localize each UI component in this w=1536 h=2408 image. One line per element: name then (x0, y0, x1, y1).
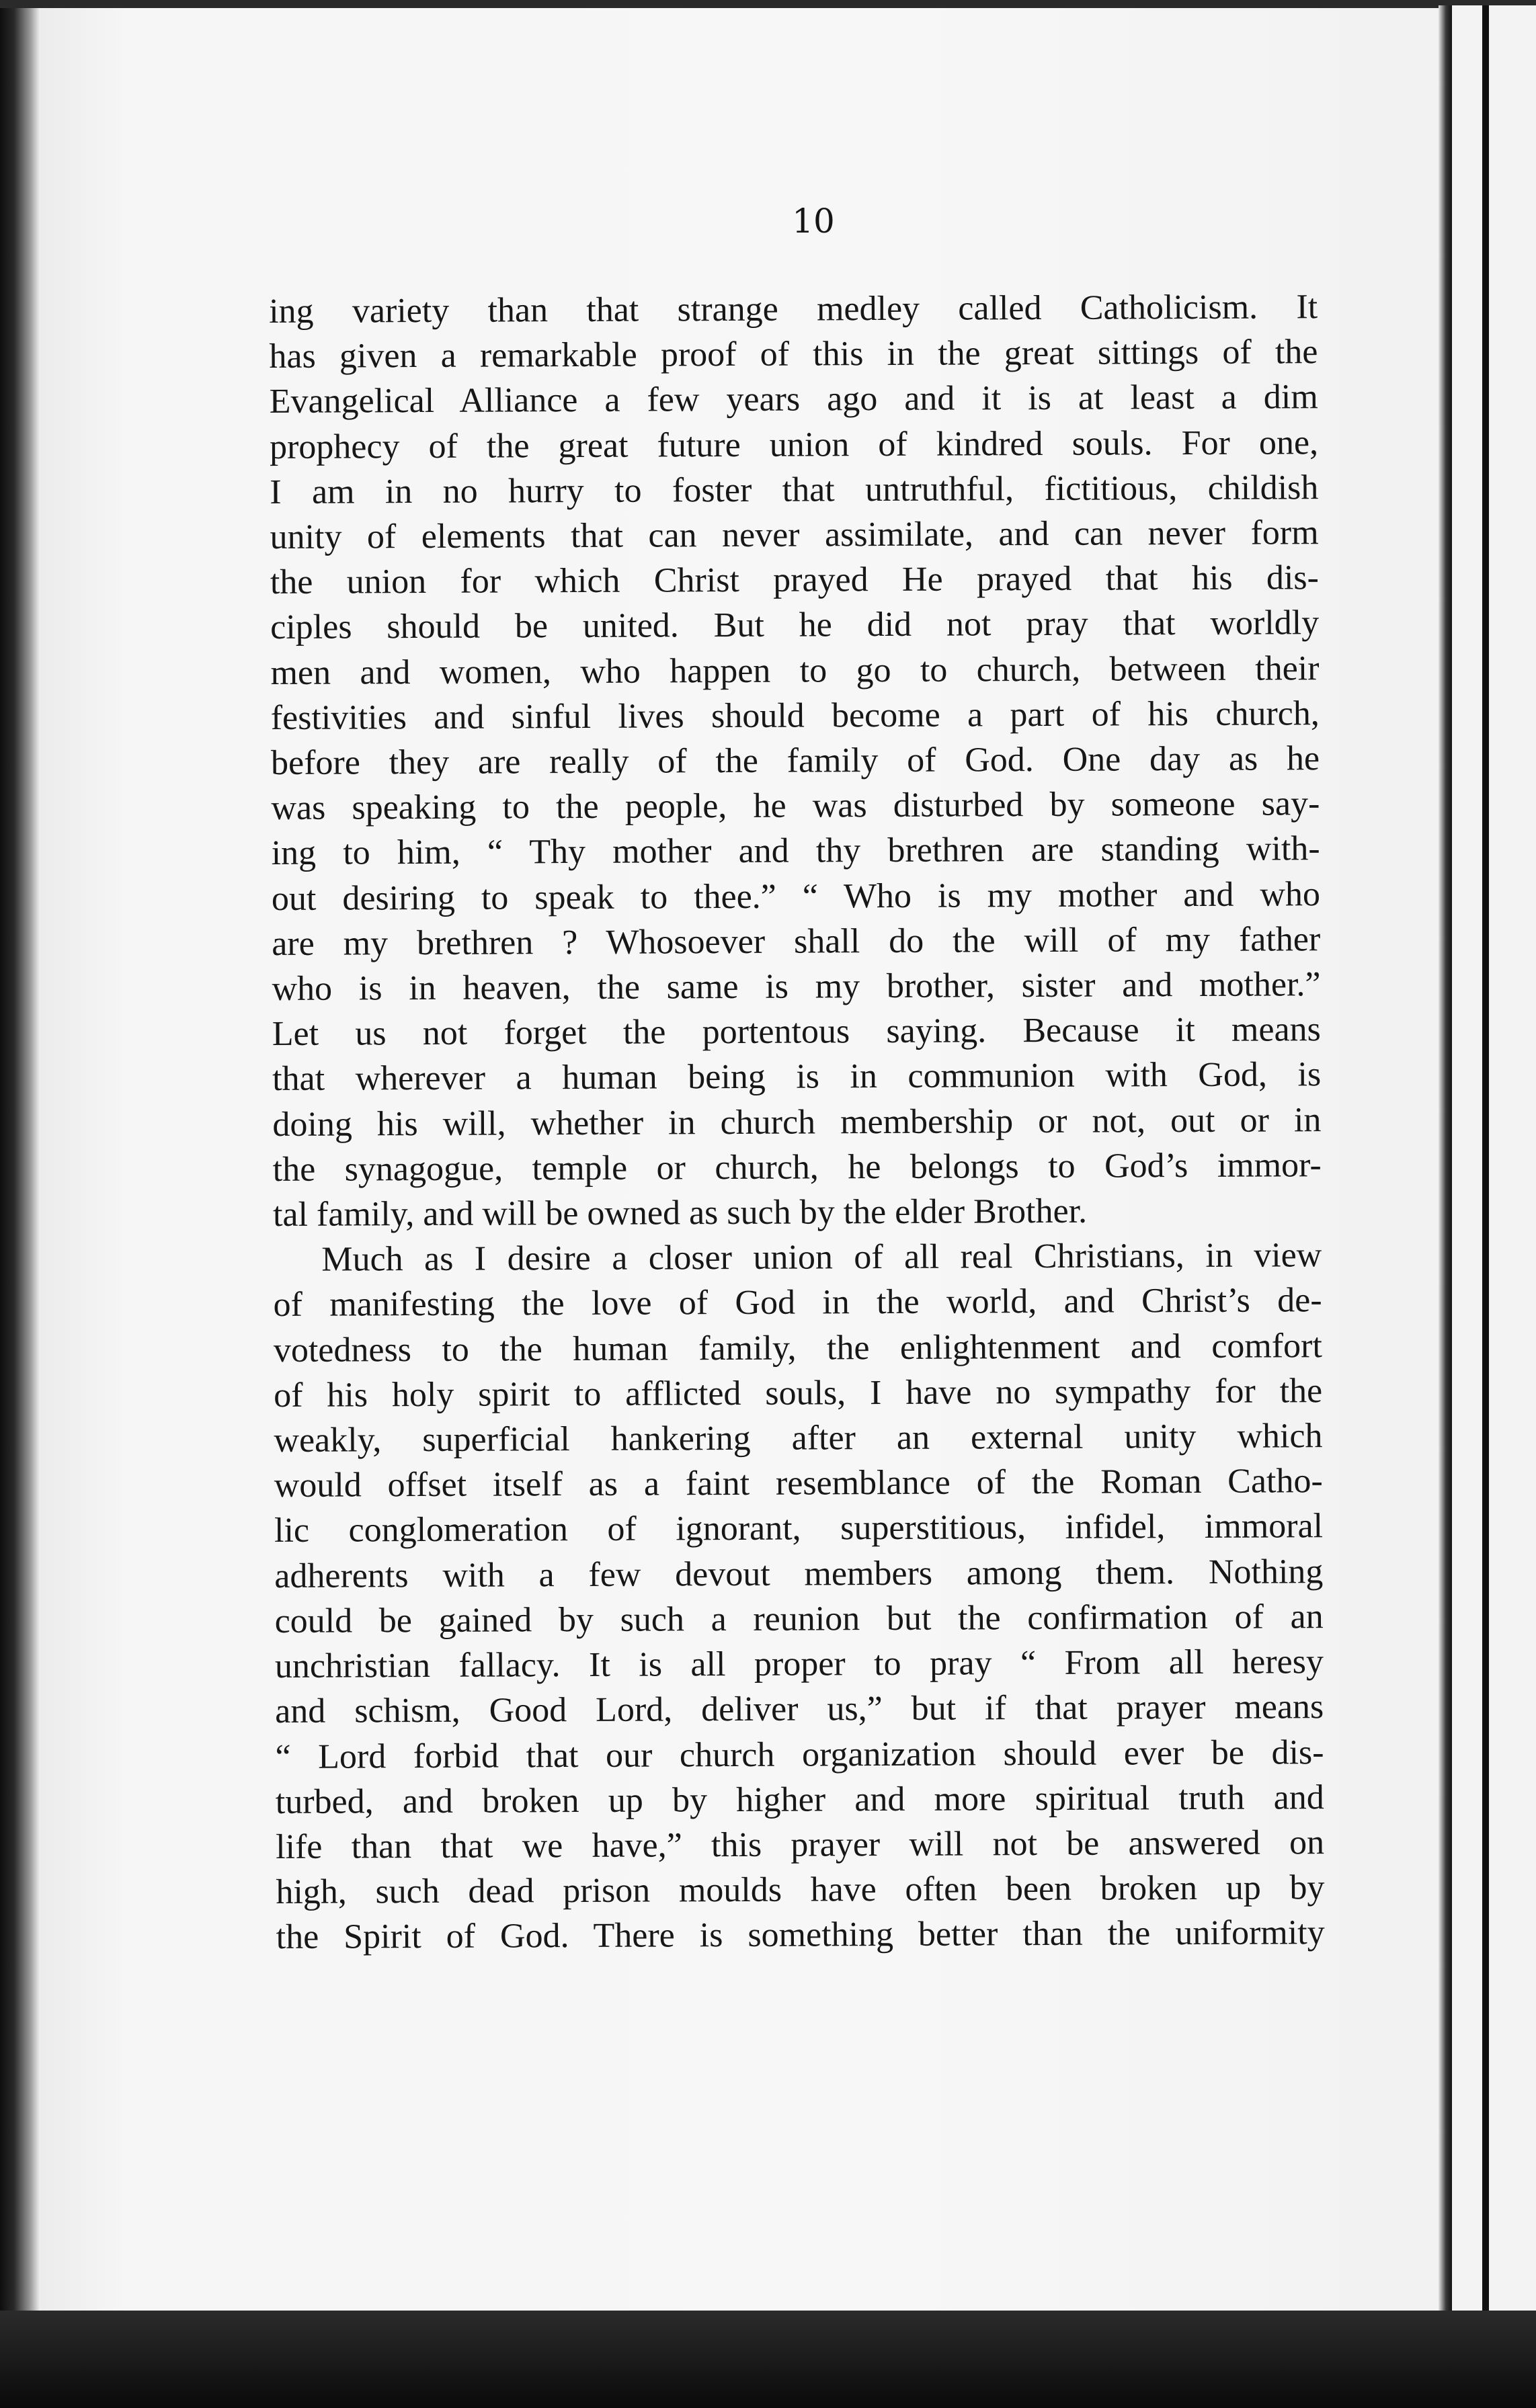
paragraph-2 (273, 1233, 1325, 1960)
text-line: has given a remarkable proof of this in the great sittings of the (269, 333, 1318, 376)
text-line: Much as I desire a closer union of all real Christians, in view (321, 1236, 1322, 1279)
text-line: “ Lord forbid that our church organization should ever be dis- (275, 1733, 1324, 1776)
text-line: of manifesting the love of God in the world, and Christ’s de- (273, 1281, 1322, 1325)
text-line: I am in no hurry to foster that untruthful, fictitious, childish (270, 468, 1319, 511)
text-line: are my brethren ? Whosoever shall do the will of my father (272, 920, 1321, 963)
text-line: men and women, who happen to go to church, between their (270, 649, 1320, 692)
text-line: unity of elements that can never assimilate, and can never form (270, 513, 1319, 557)
top-edge-shadow (0, 0, 1536, 8)
text-line: the union for which Christ prayed He prayed that his dis- (270, 558, 1320, 602)
text-line: the synagogue, temple or church, he belongs to God’s immor- (272, 1146, 1322, 1189)
text-line: was speaking to the people, he was disturbed by someone say- (271, 784, 1320, 828)
text-line: that wherever a human being is in communion with God, is (272, 1055, 1322, 1099)
text-line: of his holy spirit to afflicted souls, I have no sympathy for the (274, 1372, 1323, 1415)
text-line: ing to him, “ Thy mother and thy brethren are standing with- (271, 829, 1320, 873)
text-line: before they are really of the family of God. One day as he (270, 739, 1320, 783)
page-number: 10 (792, 202, 835, 241)
text-line: the Spirit of God. There is something better than the uniformity (276, 1913, 1325, 1957)
next-page-edge-line (1482, 5, 1489, 2311)
book-binding-shadow (0, 0, 40, 2408)
text-line: turbed, and broken up by higher and more spiritual truth and (275, 1778, 1324, 1821)
text-line: doing his will, whether in church membership or not, out or in (272, 1100, 1322, 1144)
text-line: weakly, superficial hankering after an external unity which (274, 1417, 1323, 1460)
text-line: life than that we have,” this prayer will not be answered on (275, 1823, 1325, 1866)
text-line: unchristian fallacy. It is all proper to pray “ From all heresy (274, 1643, 1324, 1686)
text-line: and schism, Good Lord, deliver us,” but if that prayer means (275, 1688, 1324, 1731)
right-page-fold (1439, 5, 1452, 2311)
text-line: could be gained by such a reunion but the confirmation of an (274, 1597, 1324, 1641)
scanner-bottom-shadow (0, 2311, 1536, 2408)
text-line: ciples should be united. But he did not pray that worldly (270, 604, 1320, 647)
next-page-edge (1452, 5, 1536, 2311)
text-line: would offset itself as a faint resemblance of the Roman Catho- (274, 1462, 1323, 1505)
text-line: out desiring to speak to thee.” “ Who is my mother and who (271, 874, 1321, 918)
text-line: tal family, and will be owned as such by the elder Brother. (272, 1192, 1088, 1235)
text-line: festivities and sinful lives should become a part of his church, (270, 694, 1320, 737)
text-line: who is in heaven, the same is my brother, sister and mother.” (272, 965, 1321, 1009)
text-line: high, such dead prison moulds have often been broken up by (276, 1868, 1325, 1912)
text-line: Let us not forget the portentous saying. Because it means (272, 1010, 1321, 1054)
body-text (269, 284, 1325, 1960)
text-line: prophecy of the great future union of kindred souls. For one, (269, 423, 1319, 466)
text-line: adherents with a few devout members among them. Nothing (274, 1552, 1324, 1595)
text-line: ing variety than that strange medley called Catholicism. It (269, 288, 1318, 331)
paragraph-1 (269, 284, 1322, 1237)
text-line: lic conglomeration of ignorant, superstitious, infidel, immoral (274, 1507, 1324, 1550)
text-line: Evangelical Alliance a few years ago and it is at least a dim (269, 378, 1318, 421)
text-line: votedness to the human family, the enlightenment and comfort (273, 1326, 1322, 1370)
